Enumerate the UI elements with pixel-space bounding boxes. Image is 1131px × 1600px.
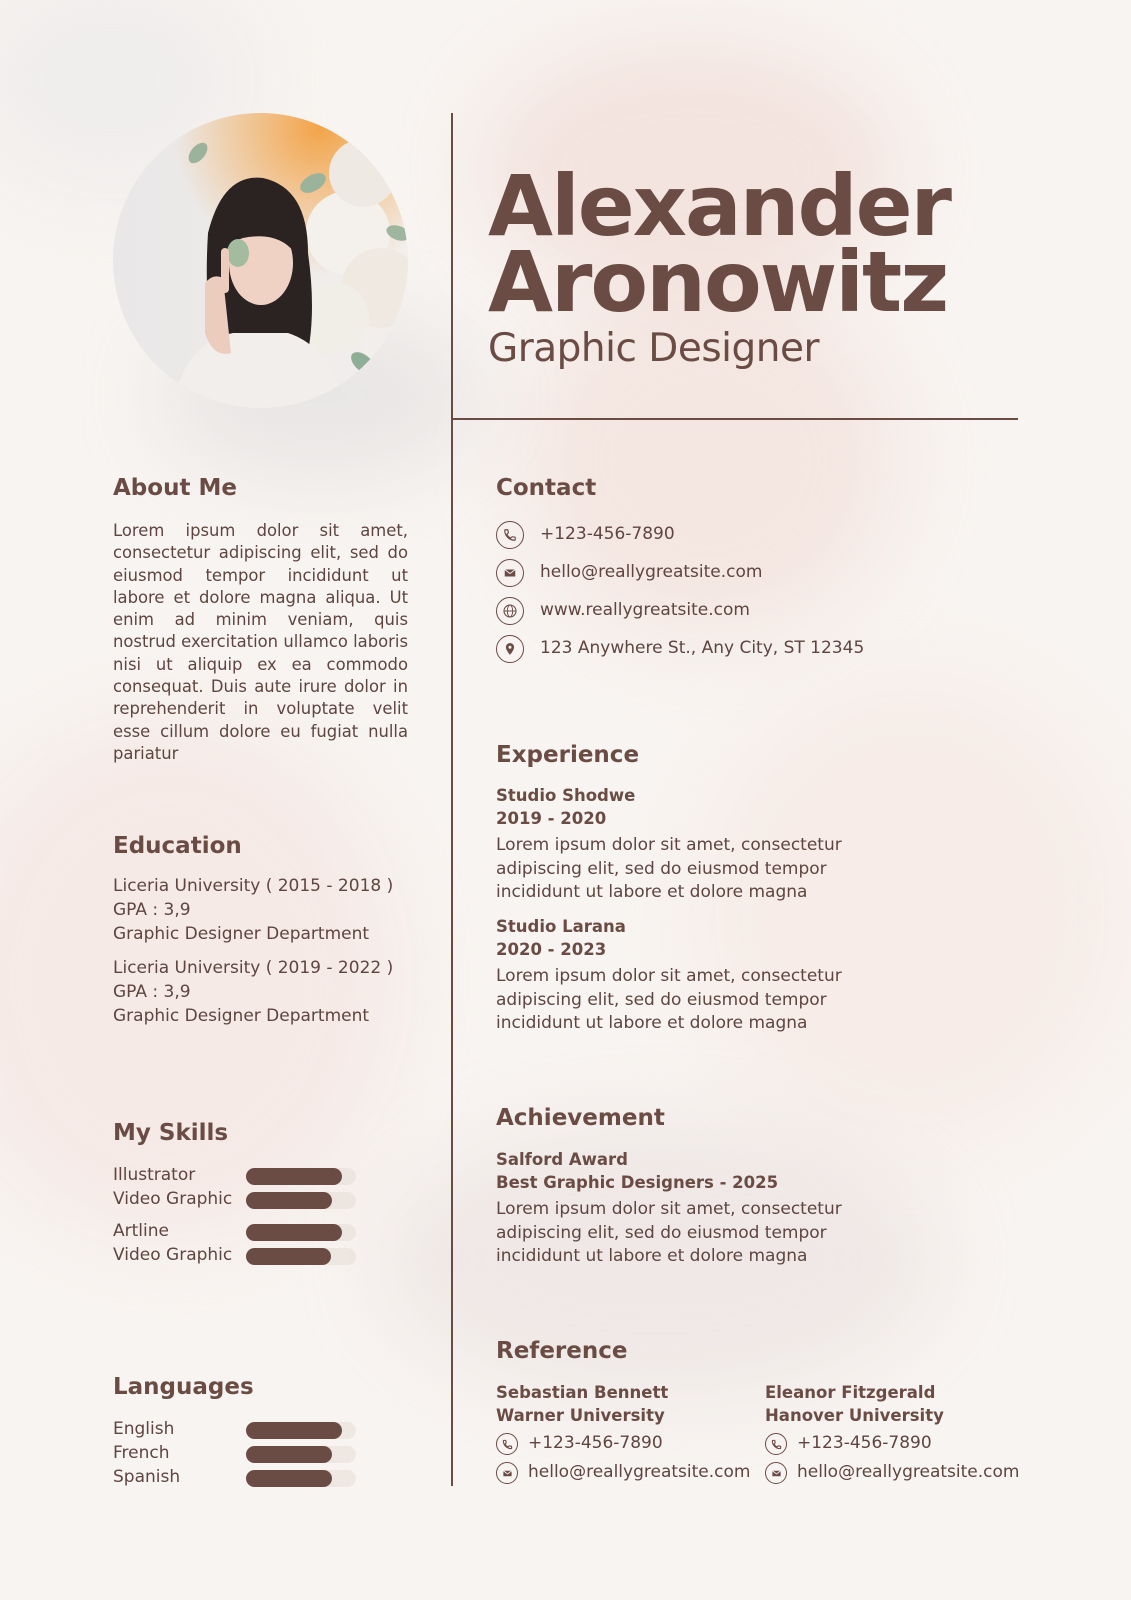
skill-bar-fill [246, 1248, 331, 1265]
language-label: Spanish [113, 1467, 181, 1487]
reference-org: Hanover University [765, 1406, 944, 1425]
education-department: Graphic Designer Department [113, 924, 370, 944]
skill-bar-track [246, 1248, 356, 1265]
reference-phone[interactable]: +123-456-7890 [797, 1433, 932, 1453]
skill-row [113, 1163, 363, 1187]
skill-label: Video Graphic [113, 1189, 233, 1209]
achievement-description: Lorem ipsum dolor sit amet, consectetur adipiscing elit, sed do eiusmod tempor incididunt ut labore et dolore magna [496, 1199, 842, 1266]
language-bar-track [246, 1446, 356, 1463]
education-heading: Education [113, 833, 242, 859]
language-bar-fill [246, 1446, 332, 1463]
skill-bar-fill [246, 1168, 342, 1185]
language-bar-fill [246, 1422, 342, 1439]
reference-person [765, 1381, 1025, 1489]
skill-label: Artline [113, 1221, 169, 1241]
education-item [113, 956, 393, 1028]
language-row [113, 1417, 363, 1441]
achievement-item [496, 1148, 856, 1269]
languages-heading: Languages [113, 1374, 254, 1400]
language-row [113, 1441, 363, 1465]
email-icon [496, 559, 524, 587]
reference-phone[interactable]: +123-456-7890 [528, 1433, 663, 1453]
location-pin-icon [496, 635, 524, 663]
education-department: Graphic Designer Department [113, 1006, 370, 1026]
achievement-award: Salford Award [496, 1150, 628, 1169]
reference-email[interactable]: hello@reallygreatsite.com [797, 1462, 1020, 1482]
education-school: Liceria University ( 2015 - 2018 ) [113, 876, 394, 896]
profile-photo [113, 113, 408, 408]
experience-company: Studio Larana [496, 917, 626, 936]
skills-heading: My Skills [113, 1120, 229, 1146]
skill-label: Video Graphic [113, 1245, 233, 1265]
language-bar-track [246, 1422, 356, 1439]
achievement-heading: Achievement [496, 1105, 665, 1131]
education-gpa: GPA : 3,9 [113, 982, 191, 1002]
language-bar-track [246, 1470, 356, 1487]
reference-heading: Reference [496, 1338, 628, 1364]
contact-website-text[interactable]: www.reallygreatsite.com [540, 600, 750, 620]
skill-bar-fill [246, 1224, 342, 1241]
job-title: Graphic Designer [488, 326, 819, 371]
reference-name: Sebastian Bennett [496, 1383, 669, 1402]
phone-icon [765, 1433, 787, 1455]
experience-description: Lorem ipsum dolor sit amet, consectetur adipiscing elit, sed do eiusmod tempor incididunt ut labore et dolore magna [496, 835, 842, 902]
first-name: Alexander [488, 157, 950, 255]
contact-heading: Contact [496, 475, 597, 501]
language-label: English [113, 1419, 175, 1439]
email-icon [496, 1462, 518, 1484]
globe-icon [496, 597, 524, 625]
education-item [113, 874, 393, 946]
horizontal-divider [452, 418, 1018, 420]
education-gpa: GPA : 3,9 [113, 900, 191, 920]
skill-row [113, 1187, 363, 1211]
name-block [488, 157, 950, 371]
email-icon [765, 1462, 787, 1484]
contact-email-text[interactable]: hello@reallygreatsite.com [540, 562, 763, 582]
about-heading: About Me [113, 475, 237, 501]
achievement-detail: Best Graphic Designers - 2025 [496, 1173, 779, 1192]
skill-bar-fill [246, 1192, 332, 1209]
last-name: Aronowitz [488, 233, 948, 331]
phone-icon [496, 1433, 518, 1455]
vertical-divider [451, 113, 453, 1486]
experience-years: 2019 - 2020 [496, 809, 607, 828]
reference-org: Warner University [496, 1406, 665, 1425]
language-row [113, 1465, 363, 1489]
experience-company: Studio Shodwe [496, 786, 636, 805]
experience-item [496, 784, 856, 905]
experience-item [496, 915, 856, 1036]
skill-row [113, 1243, 363, 1267]
phone-icon [496, 521, 524, 549]
skill-bar-track [246, 1192, 356, 1209]
experience-description: Lorem ipsum dolor sit amet, consectetur adipiscing elit, sed do eiusmod tempor incididunt ut labore et dolore magna [496, 966, 842, 1033]
reference-email[interactable]: hello@reallygreatsite.com [528, 1462, 751, 1482]
about-text: Lorem ipsum dolor sit amet, consectetur adipiscing elit, sed do eiusmod tempor incididunt ut labore et dolore magna aliqua. Ut enim ad minim veniam, quis nostrud exercitation ullamco laboris nisi ut aliquip ex ea commodo consequat. Duis aute irure dolor in reprehenderit in voluptate velit esse cillum dolore eu fugiat nulla pariatur [113, 521, 408, 763]
reference-person [496, 1381, 756, 1489]
skill-row [113, 1219, 363, 1243]
contact-phone-text[interactable]: +123-456-7890 [540, 524, 675, 544]
language-label: French [113, 1443, 170, 1463]
education-school: Liceria University ( 2019 - 2022 ) [113, 958, 394, 978]
experience-years: 2020 - 2023 [496, 940, 607, 959]
contact-address-text: 123 Anywhere St., Any City, ST 12345 [540, 638, 865, 658]
skill-label: Illustrator [113, 1165, 196, 1185]
experience-heading: Experience [496, 742, 640, 768]
skill-bar-track [246, 1224, 356, 1241]
skill-bar-track [246, 1168, 356, 1185]
language-bar-fill [246, 1470, 332, 1487]
reference-name: Eleanor Fitzgerald [765, 1383, 936, 1402]
